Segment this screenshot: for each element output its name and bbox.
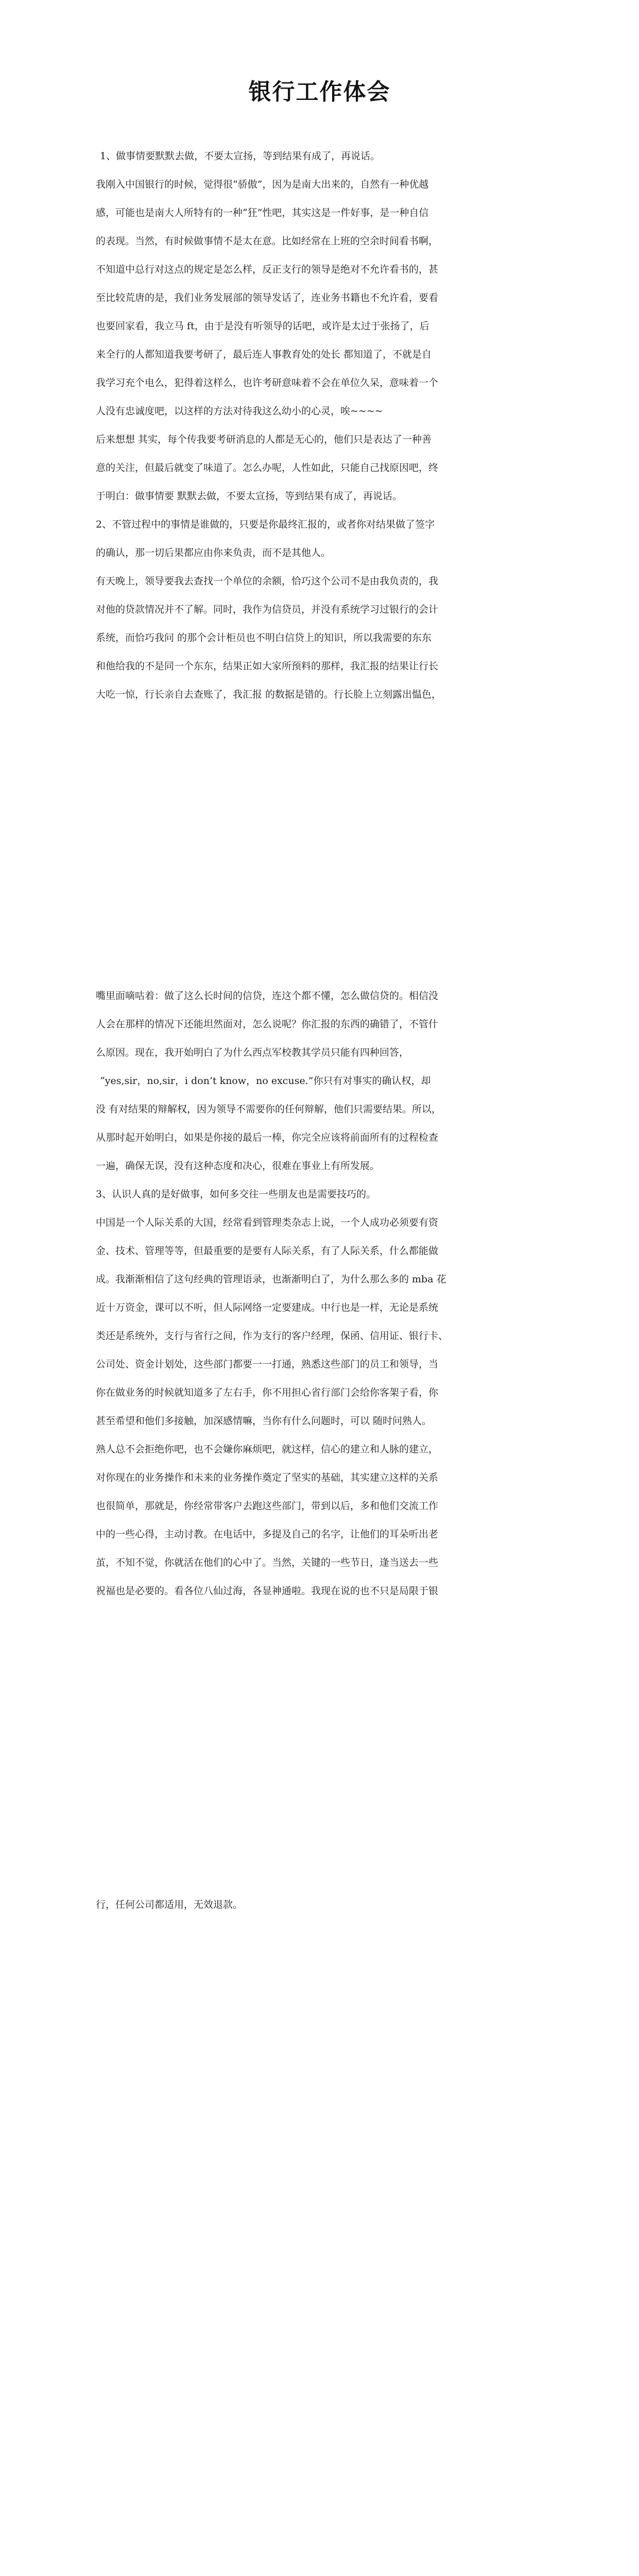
paragraph-line: 有天晚上，领导要我去查找一个单位的余额，恰巧这个公司不是由我负责的，我 — [96, 575, 439, 587]
paragraph-line: “yes,sir，no,sir，i don’t know，no excuse.”你只有对事实的确认权，却 — [100, 1075, 431, 1087]
paragraph-line: 熟人总不会拒绝你吧，也不会嫌你麻烦吧，就这样，信心的建立和人脉的建立， — [96, 1444, 439, 1455]
paragraph-line: 也很简单，那就是，你经常带客户去跑这些部门，带到以后，多和他们交流工作 — [96, 1500, 439, 1512]
paragraph-line: 没 有对结果的辩解权，因为领导不需要你的任何辩解，他们只需要结果。所以， — [96, 1104, 442, 1115]
paragraph-line: 中国是一个人际关系的大国，经常看到管理类杂志上说，一个人成功必须要有资 — [96, 1217, 439, 1228]
paragraph-line: 中的一些心得，主动讨教。在电话中，多提及自己的名字，让他们的耳朵听出老 — [96, 1529, 439, 1540]
paragraph-line: 从那时起开始明白，如果是你接的最后一棒，你完全应该将前面所有的过程检查 — [96, 1132, 439, 1143]
paragraph-line: 么原因。现在，我开始明白了为什么西点军校教其学员只能有四种回答， — [96, 1047, 409, 1058]
paragraph-line: 甚至希望和他们多接触，加深感情嘛，当你有什么问题时，可以 随时问熟人。 — [96, 1415, 432, 1427]
paragraph-line: 1、做事情要默默去做，不要太宣扬，等到结果有成了，再说话。 — [100, 150, 381, 162]
paragraph-line: 的确认，那一切后果都应由你来负责，而不是其他人。 — [96, 547, 331, 558]
paragraph-line: 来全行的人都知道我要考研了，最后连人事教育处的处长 都知道了，不就是自 — [96, 349, 432, 360]
paragraph-line: 茧，不知不觉，你就活在他们的心中了。当然，关键的一些节日，逢当送去一些 — [96, 1557, 439, 1568]
paragraph-line: 大吃一惊，行长亲自去查账了，我汇报 的数据是错的。行长脸上立刻露出愠色， — [96, 689, 442, 700]
paragraph-line: 和他给我的不是同一个东东，结果正如大家所预料的那样，我汇报的结果让行长 — [96, 660, 439, 672]
text-block-3 — [96, 1891, 544, 1919]
paragraph-line: 金、技术、管理等等，但最重要的是要有人际关系，有了人际关系，什么都能做 — [96, 1245, 439, 1257]
paragraph-line: 行，任何公司都适用，无效退款。 — [96, 1899, 243, 1910]
paragraph-line: 2、不管过程中的事情是谁做的，只要是你最终汇报的，或者你对结果做了签字 — [96, 519, 435, 530]
paragraph-line: 意的关注，但最后就变了味道了。怎么办呢，人性如此，只能自己找原因吧，终 — [96, 462, 439, 473]
paragraph-line: 感，可能也是南大人所特有的一种“狂”性吧，其实这是一件好事，是一种自信 — [96, 207, 429, 218]
paragraph-line: 后来想想 其实，每个传我要考研消息的人都是无心的，他们只是表达了一种善 — [96, 434, 432, 445]
paragraph-line: 公司处、资金计划处，这些部门都要一一打通，熟悉这些部门的员工和领导，当 — [96, 1359, 439, 1370]
paragraph-line: 近十万资金，课可以不听，但人际网络一定要建成。中行也是一样，无论是系统 — [96, 1302, 439, 1313]
paragraph-line: 我学习充个电么，犯得着这样么，也许考研意味着不会在单位久呆，意味着一个 — [96, 377, 439, 388]
paragraph-line: 系统，而恰巧我问 的那个会计柜员也不明白信贷上的知识，所以我需要的东东 — [96, 632, 432, 643]
paragraph-line: 我刚入中国银行的时候，觉得很“骄傲”，因为是南大出来的，自然有一种优越 — [96, 179, 429, 190]
paragraph-line: 的表现。当然，有时候做事情不是太在意。比如经常在上班的空余时间看书啊， — [96, 235, 439, 247]
text-block-1 — [96, 142, 544, 709]
paragraph-line: 于明白：做事情要 默默去做，不要太宣扬，等到结果有成了，再说话。 — [96, 490, 403, 502]
document-title: 银行工作体会 — [248, 79, 391, 105]
paragraph-line: 对你现在的业务操作和未来的业务操作奠定了坚实的基础，其实建立这样的关系 — [96, 1472, 439, 1483]
paragraph-line: 一遍，确保无误，没有这种态度和决心，很难在事业上有所发展。 — [96, 1160, 380, 1172]
text-block-2 — [96, 982, 544, 1605]
paragraph-line: 3、认识人真的是好做事，如何多交往一些朋友也是需要技巧的。 — [96, 1189, 376, 1200]
paragraph-line: 类还是系统外，支行与省行之间，作为支行的客户经理，保函、信用证、银行卡、 — [96, 1330, 448, 1342]
paragraph-line: 人会在那样的情况下还能坦然面对，怎么说呢？你汇报的东西的确错了，不管什 — [96, 1019, 439, 1030]
paragraph-line: 对他的贷款情况并不了解。同时，我作为信贷员，并没有系统学习过银行的会计 — [96, 604, 439, 615]
paragraph-line: 不知道中总行对这点的规定是怎么样，反正支行的领导是绝对不允许看书的，甚 — [96, 264, 439, 275]
paragraph-line: 人没有忠诚度吧，以这样的方法对待我这么幼小的心灵，唉~~~~ — [96, 405, 383, 417]
paragraph-line: 成。我渐渐相信了这句经典的管理语录，也渐渐明白了，为什么那么多的 mba 花 — [96, 1274, 446, 1285]
paragraph-line: 祝福也是必要的。看各位八仙过海，各显神通啦。我现在说的也不只是局限于银 — [96, 1585, 439, 1597]
paragraph-line: 也要回家看，我立马 ft，由于是没有听领导的话吧，或许是太过于张扬了，后 — [96, 320, 429, 332]
paragraph-line: 至比较荒唐的是，我们业务发展部的领导发话了，连业务书籍也不允许看，要看 — [96, 292, 439, 303]
paragraph-line: 嘴里面嘀咕着：做了这么长时间的信贷，连这个都不懂，怎么做信贷的。相信没 — [96, 990, 439, 1002]
paragraph-line: 你在做业务的时候就知道多了左右手，你不用担心省行部门会给你客架子看，你 — [96, 1387, 439, 1398]
